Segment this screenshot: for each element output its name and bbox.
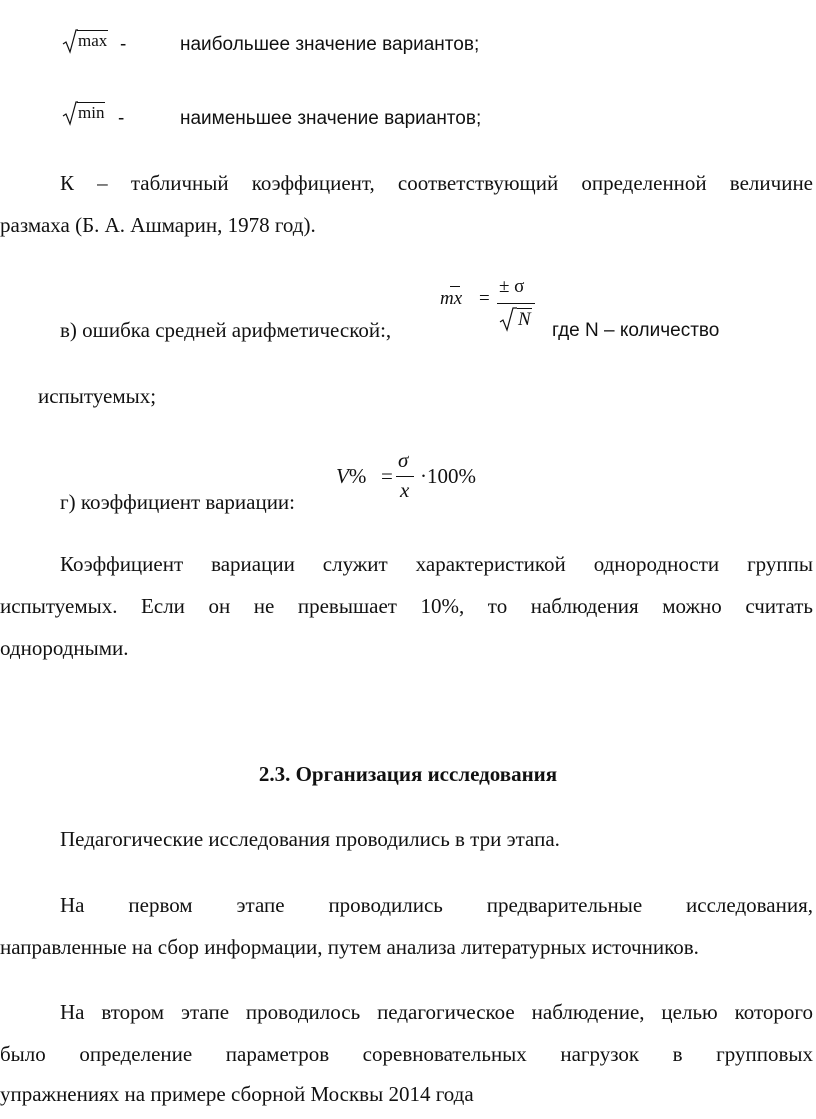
definition-max-text: наибольшее значение вариантов; (180, 34, 480, 55)
variation-paragraph-line2: испытуемых. Если он не превышает 10%, то наблюдения можно считать (0, 594, 813, 618)
k-paragraph-line1: К – табличный коэффициент, соответствующий определенной величине (60, 171, 813, 195)
section-p2-line1: На первом этапе проводились предварительные исследования, (60, 893, 813, 917)
variation-paragraph-line1: Коэффициент вариации служит характеристикой однородности группы (60, 552, 813, 576)
formula-mean-error-denominator: N (518, 309, 531, 330)
section-p2-line2: направленные на сбор информации, путем анализа литературных источников. (0, 935, 699, 959)
formula-variation-eq: = (381, 464, 393, 488)
definition-min-text: наименьшее значение вариантов; (180, 108, 482, 129)
radical-icon (499, 306, 517, 332)
radical-icon (62, 28, 78, 54)
dash-1: - (120, 34, 127, 55)
k-paragraph-line2: размаха (Б. А. Ашмарин, 1978 год). (0, 213, 316, 237)
item-v-label: в) ошибка средней арифметической:, (60, 318, 392, 342)
section-p3-line2: было определение параметров соревновательных нагрузок в групповых (0, 1042, 813, 1066)
formula-variation (336, 448, 496, 510)
formula-variation-denominator: x (400, 478, 410, 502)
item-g-label: г) коэффициент вариации: (60, 490, 295, 514)
overline-x (450, 286, 460, 287)
section-p3-line1: На втором этапе проводилось педагогическое наблюдение, целью которого (60, 1000, 813, 1024)
formula-variation-numerator: σ (398, 448, 409, 472)
dash-2: - (118, 108, 125, 129)
formula-mean-error-numerator: ± σ (499, 276, 525, 297)
formula-mean-error-lhs: mx (440, 288, 463, 309)
variation-paragraph-line3: однородными. (0, 636, 129, 660)
formula-variation-lhs: V% (336, 464, 367, 488)
fraction-bar (497, 303, 535, 304)
formula-mean-error-eq: = (479, 288, 490, 309)
section-p3-line3: упражнениях на примере сборной Москвы 2014 года (0, 1082, 474, 1106)
radical-icon (62, 100, 78, 126)
section-heading: 2.3. Организация исследования (258, 762, 558, 786)
root-max-label: max (78, 31, 108, 50)
root-min-label: min (78, 103, 105, 122)
fraction-bar (396, 476, 414, 477)
item-v-suffix: где N – количество (552, 320, 720, 341)
formula-mean-error (440, 276, 550, 340)
item-v-line2: испытуемых; (38, 384, 157, 408)
formula-variation-rhs: ·100% (420, 464, 476, 488)
section-p1: Педагогические исследования проводились в три этапа. (60, 827, 560, 851)
